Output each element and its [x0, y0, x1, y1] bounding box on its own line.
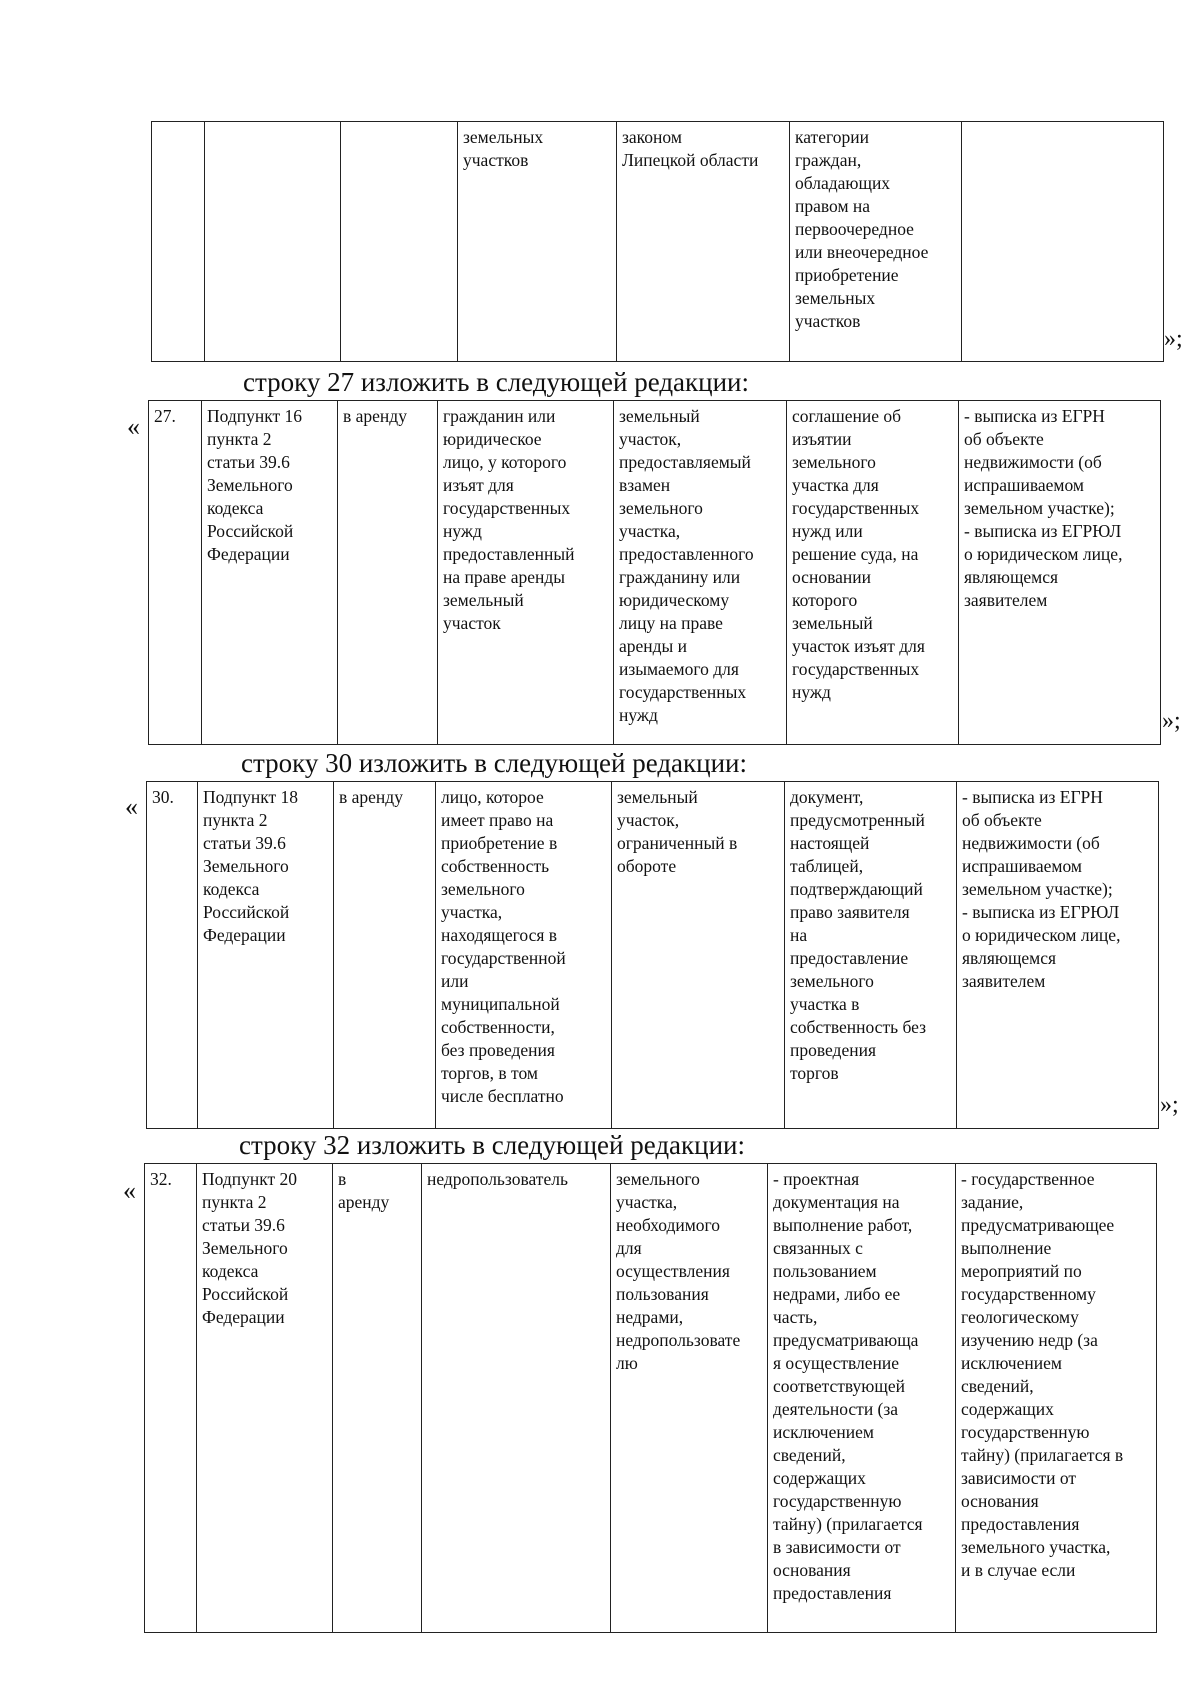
- cell-legal-basis: Подпункт 20 пункта 2 статьи 39.6 Земельного кодекса Российской Федерации: [197, 1164, 333, 1633]
- cell-extract: - государственное задание, предусматривающее выполнение мероприятий по государственному геологическому изучению недр (за исключением сведений, содержащих государственную тайну) (прилагается в зависимости от основания предоставления земельного участка, и в случае если: [956, 1164, 1157, 1633]
- table-row: [152, 122, 1164, 362]
- cell-number: 30.: [147, 782, 198, 1129]
- opening-quote: «: [127, 412, 140, 441]
- cell-right-type: в аренду: [333, 1164, 422, 1633]
- opening-quote: «: [123, 1176, 136, 1205]
- table-row-32: [144, 1163, 1157, 1633]
- cell-document: категории граждан, обладающих правом на первоочередное или внеочередное приобретение земельных участков: [790, 122, 962, 362]
- cell-number: 32.: [145, 1164, 197, 1633]
- cell-extract: - выписка из ЕГРН об объекте недвижимости (об испрашиваемом земельном участке); - выписка из ЕГРЮЛ о юридическом лице, являющемся заявителем: [959, 401, 1161, 745]
- closing-quote: »;: [1160, 1092, 1179, 1118]
- heading-row-27: строку 27 изложить в следующей редакции:: [243, 367, 750, 397]
- cell-document: документ, предусмотренный настоящей таблицей, подтверждающий право заявителя на предоставление земельного участка в собственность без проведения торгов: [785, 782, 957, 1129]
- closing-quote: »;: [1164, 326, 1183, 352]
- cell-extract: - выписка из ЕГРН об объекте недвижимости (об испрашиваемом земельном участке); - выписка из ЕГРЮЛ о юридическом лице, являющемся заявителем: [957, 782, 1159, 1129]
- cell-legal-basis: Подпункт 18 пункта 2 статьи 39.6 Земельного кодекса Российской Федерации: [198, 782, 334, 1129]
- opening-quote: «: [125, 792, 138, 821]
- heading-row-32: строку 32 изложить в следующей редакции:: [239, 1130, 746, 1160]
- cell-document: соглашение об изъятии земельного участка для государственных нужд или решение суда, на основании которого земельный участок изъят для государственных нужд: [787, 401, 959, 745]
- cell-land-plot: земельный участок, ограниченный в обороте: [612, 782, 785, 1129]
- table-row: [149, 401, 1161, 745]
- cell-land-plot: земельного участка, необходимого для осуществления пользования недрами, недропользовате лю: [611, 1164, 768, 1633]
- table-continuation: [151, 121, 1164, 362]
- cell-number: [152, 122, 205, 362]
- heading-row-30: строку 30 изложить в следующей редакции:: [241, 748, 748, 778]
- cell-legal-basis: Подпункт 16 пункта 2 статьи 39.6 Земельного кодекса Российской Федерации: [202, 401, 338, 745]
- table-row-27: [148, 400, 1161, 745]
- cell-right-type: в аренду: [334, 782, 436, 1129]
- cell-applicant: гражданин или юридическое лицо, у которого изъят для государственных нужд предоставленный на праве аренды земельный участок: [438, 401, 614, 745]
- cell-land-plot: земельный участок, предоставляемый взамен земельного участка, предоставленного гражданину или юридическому лицу на праве аренды и изымаемого для государственных нужд: [614, 401, 787, 745]
- table-row: [147, 782, 1159, 1129]
- cell-right-type: в аренду: [338, 401, 438, 745]
- table-row-30: [146, 781, 1159, 1129]
- cell-extract: [962, 122, 1164, 362]
- closing-quote: »;: [1162, 708, 1181, 734]
- cell-land-plot: законом Липецкой области: [617, 122, 790, 362]
- cell-document: - проектная документация на выполнение работ, связанных с пользованием недрами, либо ее часть, предусматривающа я осуществление соответствующей деятельности (за исключением сведений, содержащих государственную тайну) (прилагается в зависимости от основания предоставления: [768, 1164, 956, 1633]
- table-row: [145, 1164, 1157, 1633]
- cell-applicant: лицо, которое имеет право на приобретение в собственность земельного участка, находящегося в государственной или муниципальной собственности, без проведения торгов, в том числе бесплатно: [436, 782, 612, 1129]
- cell-number: 27.: [149, 401, 202, 745]
- cell-legal-basis: [205, 122, 341, 362]
- cell-right-type: [341, 122, 458, 362]
- cell-applicant: земельных участков: [458, 122, 617, 362]
- cell-applicant: недропользователь: [422, 1164, 611, 1633]
